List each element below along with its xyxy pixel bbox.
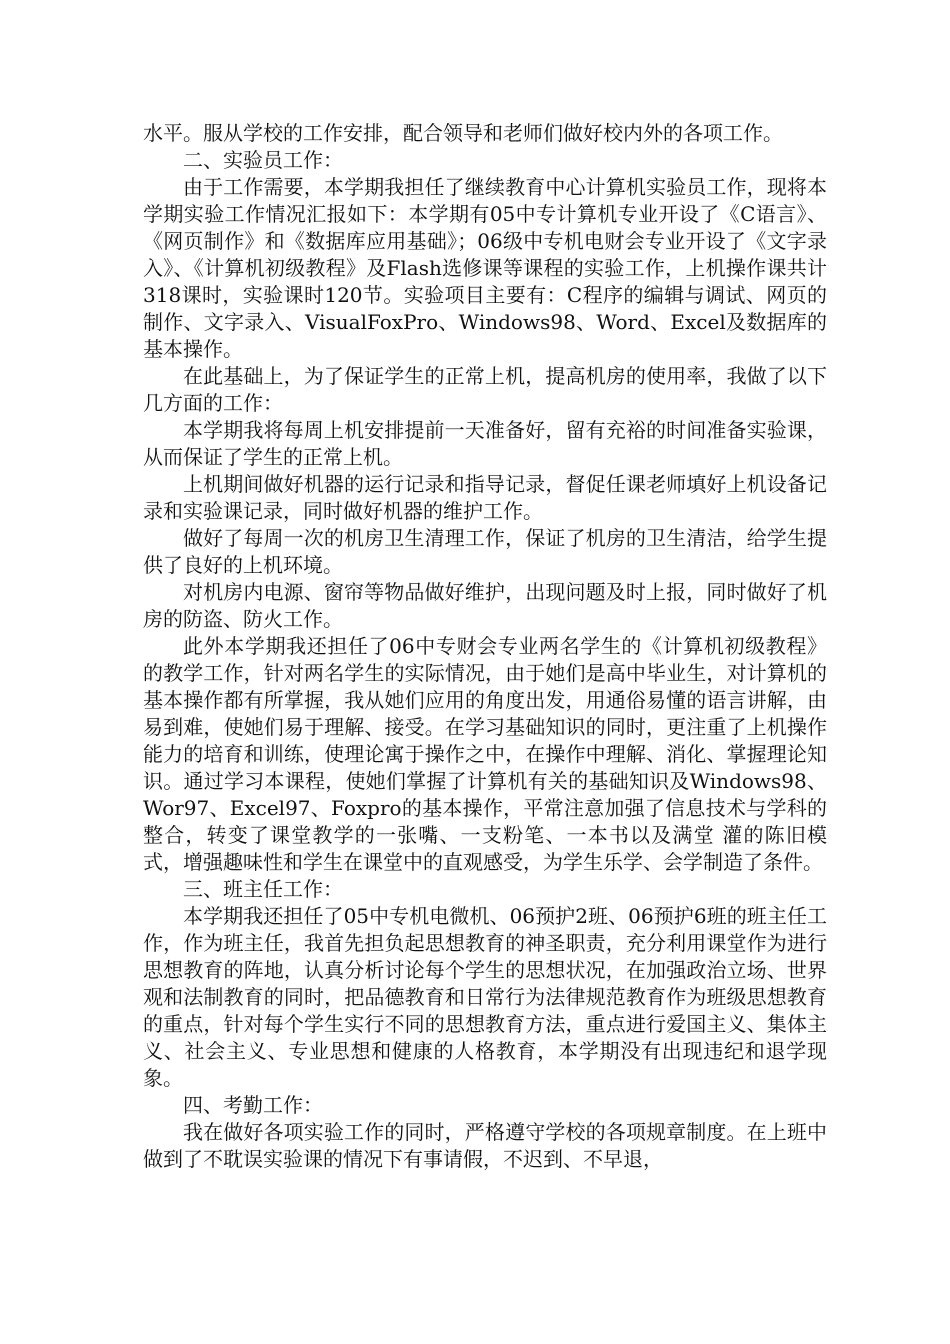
paragraph-teaching: 此外本学期我还担任了06中专财会专业两名学生的《计算机初级教程》的教学工作，针对两名学生的实际情况，由于她们是高中毕业生，对计算机的基本操作都有所掌握，我从她们应用的角度出发，用通俗易懂的语言讲解，由易到难，使她们易于理解、接受。在学习基础知识的同时，更注重了上机操作能力的培育和训练，使理论寓于操作之中，在操作中理解、消化、掌握理论知识。通过学习本课程，使她们掌握了计算机有关的基础知识及Windows98、Wor97、Excel97、Foxpro的基本操作，平常注意加强了信息技术与学科的整合，转变了课堂教学的一张嘴、一支粉笔、一本书以及满堂 灌的陈旧模式，增强趣味性和学生在课堂中的直观感受，为学生乐学、会学制造了条件。 [143, 634, 827, 874]
section-heading-attendance: 四、考勤工作： [183, 1093, 323, 1117]
paragraph-attendance: 我在做好各项实验工作的同时，严格遵守学校的各项规章制度。在上班中做到了不耽误实验课的情况下有事请假，不迟到、不早退， [143, 1120, 827, 1171]
paragraph-class-teacher: 本学期我还担任了05中专机电微机、06预护2班、06预护6班的班主任工作，作为班主任，我首先担负起思想教育的神圣职责，充分利用课堂作为进行思想教育的阵地，认真分析讨论每个学生的思想状况，在加强政治立场、世界观和法制教育的同时，把品德教育和日常行为法律规范教育作为班级思想教育的重点，针对每个学生实行不同的思想教育方法，重点进行爱国主义、集体主义、社会主义、专业思想和健康的人格教育，本学期没有出现违纪和退学现象。 [143, 904, 827, 1090]
paragraph-lab-item-4: 对机房内电源、窗帘等物品做好维护，出现问题及时上报，同时做好了机房的防盗、防火工作。 [143, 580, 827, 631]
section-heading-class-teacher: 三、班主任工作： [183, 877, 343, 901]
paragraph-lab-item-1: 本学期我将每周上机安排提前一天准备好，留有充裕的时间准备实验课，从而保证了学生的正常上机。 [143, 418, 827, 469]
document-body [143, 120, 827, 1173]
paragraph-lab-item-3: 做好了每周一次的机房卫生清理工作，保证了机房的卫生清洁，给学生提供了良好的上机环境。 [143, 526, 827, 577]
paragraph-lab-summary: 由于工作需要，本学期我担任了继续教育中心计算机实验员工作，现将本学期实验工作情况汇报如下：本学期有05中专计算机专业开设了《C语言》、《网页制作》和《数据库应用基础》；06级中专机电财会专业开设了《文字录入》、《计算机初级教程》及Flash选修课等课程的实验工作，上机操作课共计318课时，实验课时120节。实验项目主要有：C程序的编辑与调试、网页的制作、文字录入、VisualFoxPro、Windows98、Word、Excel及数据库的基本操作。 [143, 175, 827, 361]
paragraph-lab-item-2: 上机期间做好机器的运行记录和指导记录，督促任课老师填好上机设备记录和实验课记录，同时做好机器的维护工作。 [143, 472, 827, 523]
paragraph-continuation: 水平。服从学校的工作安排，配合领导和老师们做好校内外的各项工作。 [143, 121, 783, 145]
paragraph-lab-intro: 在此基础上，为了保证学生的正常上机，提高机房的使用率，我做了以下几方面的工作： [143, 364, 827, 415]
section-heading-lab-assistant: 二、实验员工作： [183, 148, 343, 172]
